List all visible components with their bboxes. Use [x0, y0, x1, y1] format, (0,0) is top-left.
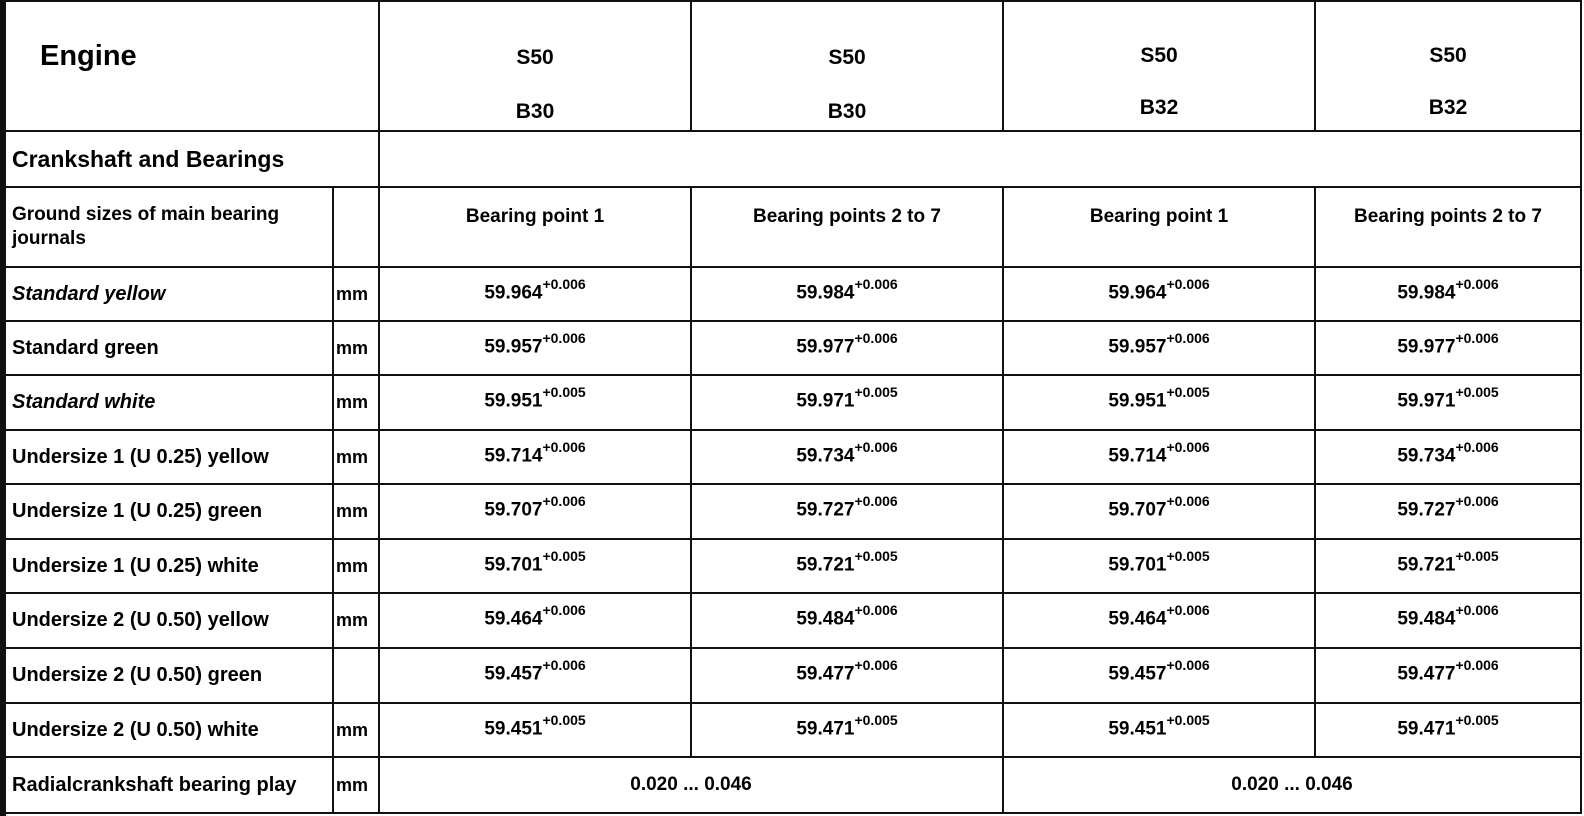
play-value-b32: 0.020 ... 0.046 — [1003, 757, 1581, 813]
journal-size-value — [1315, 703, 1581, 757]
row-label: Standard green — [5, 321, 333, 375]
journal-size-value — [1315, 321, 1581, 375]
journal-size-value — [379, 703, 691, 757]
journal-size-row — [5, 539, 1581, 593]
size-base: 59.964 — [484, 282, 543, 304]
model-line-2: B30 — [515, 100, 555, 123]
size-tolerance: +0.005 — [1455, 548, 1499, 564]
size-tolerance: +0.005 — [1166, 384, 1210, 400]
journal-size-value — [379, 430, 691, 484]
size-tolerance: +0.006 — [542, 657, 586, 673]
size-tolerance: +0.005 — [1166, 712, 1210, 728]
size-base: 59.471 — [796, 718, 855, 740]
size-tolerance: +0.005 — [542, 548, 586, 564]
size-base: 59.457 — [1108, 663, 1167, 685]
size-base: 59.477 — [1397, 663, 1456, 685]
journal-size-value — [691, 703, 1003, 757]
size-base: 59.471 — [1397, 718, 1456, 740]
size-base: 59.977 — [796, 336, 855, 358]
size-base: 59.984 — [796, 282, 855, 304]
row-unit: mm — [333, 375, 379, 430]
size-base: 59.957 — [484, 336, 543, 358]
row-label: Undersize 1 (U 0.25) white — [5, 539, 333, 593]
size-base: 59.727 — [796, 499, 855, 521]
size-tolerance: +0.006 — [1166, 330, 1210, 346]
row-label: Undersize 2 (U 0.50) green — [5, 648, 333, 703]
journal-size-value — [1315, 648, 1581, 703]
play-unit: mm — [333, 757, 379, 813]
size-tolerance: +0.006 — [542, 493, 586, 509]
size-tolerance: +0.006 — [854, 602, 898, 618]
size-tolerance: +0.005 — [542, 384, 586, 400]
journal-size-value — [379, 539, 691, 593]
journal-size-row — [5, 484, 1581, 539]
row-unit: mm — [333, 321, 379, 375]
size-base: 59.464 — [484, 608, 543, 630]
model-line-2: B32 — [1139, 96, 1179, 119]
size-base: 59.707 — [484, 499, 543, 521]
row-unit — [333, 648, 379, 703]
size-tolerance: +0.006 — [854, 493, 898, 509]
row-unit: mm — [333, 484, 379, 539]
row-label: Undersize 2 (U 0.50) yellow — [5, 593, 333, 648]
journal-size-value — [379, 593, 691, 648]
row-label: Standard yellow — [5, 267, 333, 321]
size-tolerance: +0.006 — [1455, 493, 1499, 509]
size-tolerance: +0.006 — [542, 439, 586, 455]
size-base: 59.721 — [796, 554, 855, 576]
size-base: 59.727 — [1397, 499, 1456, 521]
model-line-1: S50 — [828, 46, 866, 69]
row-unit: mm — [333, 430, 379, 484]
journal-size-value — [1003, 430, 1315, 484]
size-tolerance: +0.005 — [1455, 384, 1499, 400]
bearing-point-header: Bearing points 2 to 7 — [1315, 187, 1581, 267]
row-label: Undersize 1 (U 0.25) yellow — [5, 430, 333, 484]
journal-size-value — [1003, 703, 1315, 757]
size-tolerance: +0.006 — [854, 439, 898, 455]
section-row — [5, 131, 1581, 187]
journal-size-value — [691, 484, 1003, 539]
model-line-2: B30 — [827, 100, 867, 123]
size-base: 59.734 — [796, 445, 855, 467]
journal-size-value — [1315, 375, 1581, 430]
journal-size-row — [5, 375, 1581, 430]
size-base: 59.971 — [796, 390, 855, 412]
size-base: 59.971 — [1397, 390, 1456, 412]
journal-size-row — [5, 430, 1581, 484]
engine-model-col-3 — [1003, 1, 1315, 131]
size-tolerance: +0.006 — [1166, 657, 1210, 673]
journal-size-value — [1315, 539, 1581, 593]
size-tolerance: +0.006 — [1166, 602, 1210, 618]
journal-size-value — [1315, 430, 1581, 484]
size-base: 59.464 — [1108, 608, 1167, 630]
journal-size-value — [1315, 484, 1581, 539]
journal-size-value — [379, 648, 691, 703]
journal-size-value — [379, 484, 691, 539]
row-label: Undersize 1 (U 0.25) green — [5, 484, 333, 539]
model-line-1: S50 — [1140, 44, 1178, 67]
row-unit: mm — [333, 703, 379, 757]
size-tolerance: +0.005 — [542, 712, 586, 728]
journal-size-value — [691, 648, 1003, 703]
size-tolerance: +0.005 — [854, 548, 898, 564]
engine-model-col-2 — [691, 1, 1003, 131]
crankshaft-spec-table — [4, 0, 1582, 814]
play-value-b30: 0.020 ... 0.046 — [379, 757, 1003, 813]
row-unit: mm — [333, 267, 379, 321]
engine-model-col-1 — [379, 1, 691, 131]
journal-size-value — [691, 267, 1003, 321]
size-tolerance: +0.006 — [854, 276, 898, 292]
journal-size-value — [1003, 267, 1315, 321]
size-tolerance: +0.005 — [1166, 548, 1210, 564]
engine-header-row — [5, 1, 1581, 131]
journal-size-value — [379, 375, 691, 430]
size-tolerance: +0.006 — [1455, 602, 1499, 618]
size-tolerance: +0.006 — [854, 657, 898, 673]
size-tolerance: +0.006 — [1166, 493, 1210, 509]
size-tolerance: +0.006 — [854, 330, 898, 346]
size-base: 59.721 — [1397, 554, 1456, 576]
model-line-2: B32 — [1428, 96, 1468, 119]
size-tolerance: +0.006 — [542, 276, 586, 292]
ground-sizes-label: Ground sizes of main bearing journals — [5, 187, 333, 267]
size-tolerance: +0.006 — [1455, 439, 1499, 455]
journal-size-value — [1003, 484, 1315, 539]
size-tolerance: +0.005 — [1455, 712, 1499, 728]
row-unit: mm — [333, 593, 379, 648]
journal-size-row — [5, 648, 1581, 703]
journal-size-row — [5, 593, 1581, 648]
bearing-point-header: Bearing points 2 to 7 — [691, 187, 1003, 267]
journal-size-value — [1003, 648, 1315, 703]
model-line-1: S50 — [516, 46, 554, 69]
section-blank-cell — [379, 131, 1581, 187]
size-base: 59.951 — [484, 390, 543, 412]
size-base: 59.477 — [796, 663, 855, 685]
journal-size-value — [379, 267, 691, 321]
bearing-play-row — [5, 757, 1581, 813]
size-tolerance: +0.006 — [1455, 657, 1499, 673]
journal-size-value — [1315, 593, 1581, 648]
size-base: 59.951 — [1108, 390, 1167, 412]
journal-size-value — [691, 321, 1003, 375]
bearing-point-header: Bearing point 1 — [1003, 187, 1315, 267]
size-base: 59.451 — [1108, 718, 1167, 740]
size-base: 59.701 — [1108, 554, 1167, 576]
size-tolerance: +0.006 — [1455, 330, 1499, 346]
journal-size-value — [379, 321, 691, 375]
journal-size-value — [691, 430, 1003, 484]
row-unit: mm — [333, 539, 379, 593]
size-base: 59.701 — [484, 554, 543, 576]
journal-size-row — [5, 703, 1581, 757]
size-tolerance: +0.006 — [1166, 276, 1210, 292]
size-base: 59.734 — [1397, 445, 1456, 467]
journal-size-value — [691, 375, 1003, 430]
size-base: 59.707 — [1108, 499, 1167, 521]
size-tolerance: +0.005 — [854, 384, 898, 400]
journal-size-row — [5, 267, 1581, 321]
journal-size-value — [1003, 375, 1315, 430]
size-base: 59.457 — [484, 663, 543, 685]
size-tolerance: +0.006 — [1166, 439, 1210, 455]
journal-size-value — [1003, 593, 1315, 648]
journal-size-value — [1315, 267, 1581, 321]
size-base: 59.714 — [484, 445, 543, 467]
journal-size-value — [1003, 321, 1315, 375]
row-label: Undersize 2 (U 0.50) white — [5, 703, 333, 757]
journal-size-value — [691, 593, 1003, 648]
ground-sizes-row — [5, 187, 1581, 267]
section-title: Crankshaft and Bearings — [5, 131, 379, 187]
unit-blank-cell — [333, 187, 379, 267]
size-tolerance: +0.006 — [542, 330, 586, 346]
model-line-1: S50 — [1429, 44, 1467, 67]
size-base: 59.484 — [1397, 608, 1456, 630]
size-base: 59.984 — [1397, 282, 1456, 304]
row-label: Standard white — [5, 375, 333, 430]
size-base: 59.977 — [1397, 336, 1456, 358]
size-tolerance: +0.005 — [854, 712, 898, 728]
engine-model-col-4 — [1315, 1, 1581, 131]
play-label: Radialcrankshaft bearing play — [5, 757, 333, 813]
size-base: 59.484 — [796, 608, 855, 630]
size-tolerance: +0.006 — [1455, 276, 1499, 292]
journal-size-row — [5, 321, 1581, 375]
size-base: 59.714 — [1108, 445, 1167, 467]
size-base: 59.964 — [1108, 282, 1167, 304]
size-base: 59.957 — [1108, 336, 1167, 358]
size-base: 59.451 — [484, 718, 543, 740]
size-tolerance: +0.006 — [542, 602, 586, 618]
engine-label: Engine — [5, 1, 379, 131]
journal-size-value — [691, 539, 1003, 593]
bearing-point-header: Bearing point 1 — [379, 187, 691, 267]
journal-size-value — [1003, 539, 1315, 593]
